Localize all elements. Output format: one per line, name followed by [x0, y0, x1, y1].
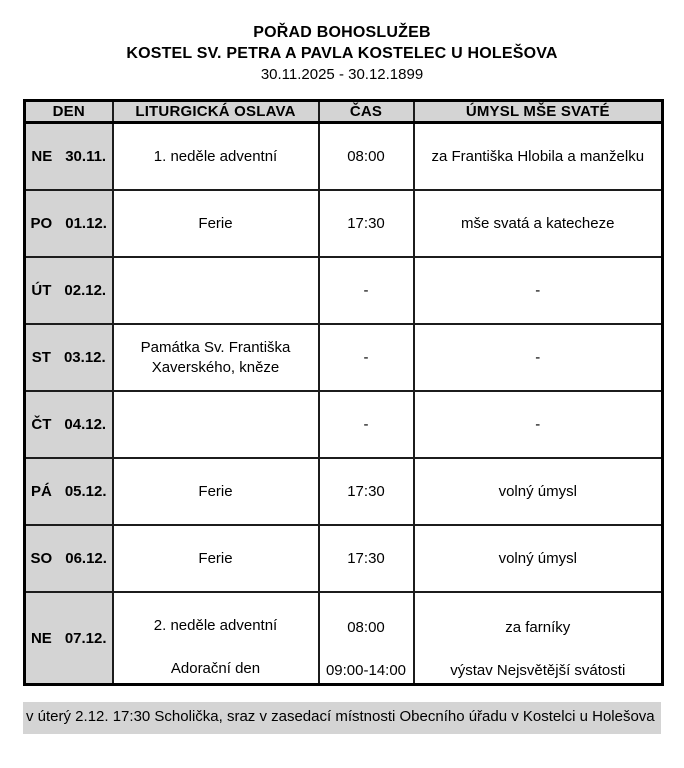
time-cell: -: [319, 324, 414, 391]
schedule-table: [23, 99, 664, 686]
celebration-cell: Ferie: [113, 525, 319, 592]
day-cell: [25, 190, 113, 257]
day-abbr: ÚT: [31, 282, 52, 299]
day-date: 04.12.: [64, 416, 107, 433]
header-day: DEN: [25, 101, 113, 123]
day-cell: [25, 391, 113, 458]
footer-note: v úterý 2.12. 17:30 Scholička, sraz v zasedací místnosti Obecního úřadu v Kostelci u Holešova: [23, 702, 661, 734]
day-abbr: PO: [30, 215, 53, 232]
celebration-cell: [113, 257, 319, 324]
intention-cell: volný úmysl: [414, 458, 663, 525]
day-date: 01.12.: [65, 215, 107, 232]
celebration-cell: Ferie: [113, 458, 319, 525]
time-secondary: 09:00-14:00: [325, 662, 407, 679]
table-row: [25, 257, 663, 324]
intention-cell: -: [414, 391, 663, 458]
table-row: [25, 592, 663, 685]
intention-cell: -: [414, 257, 663, 324]
table-header: [25, 101, 663, 123]
day-cell: [25, 525, 113, 592]
table-row: [25, 525, 663, 592]
time-primary: 08:00: [347, 619, 385, 636]
page-subtitle: KOSTEL SV. PETRA A PAVLA KOSTELEC U HOLEŠOVA: [126, 45, 558, 62]
intention-cell: za Františka Hlobila a manželku: [414, 123, 663, 191]
day-cell: [25, 257, 113, 324]
intention-cell: volný úmysl: [414, 525, 663, 592]
day-date: 02.12.: [64, 282, 107, 299]
day-date: 07.12.: [64, 629, 107, 647]
time-cell: 17:30: [319, 458, 414, 525]
table-row: [25, 123, 663, 191]
time-cell: -: [319, 391, 414, 458]
date-range: 30.11.2025 - 30.12.1899: [260, 66, 424, 83]
celebration-dual: [114, 593, 318, 683]
celebration-cell: [113, 592, 319, 685]
day-date: 05.12.: [64, 483, 107, 500]
day-abbr: ST: [31, 349, 51, 366]
day-date: 06.12.: [65, 550, 107, 567]
celebration-cell: Památka Sv. Františka Xaverského, kněze: [113, 324, 319, 391]
header-intention: ÚMYSL MŠE SVATÉ: [414, 101, 663, 123]
celebration-secondary: Adorační den: [170, 660, 261, 677]
day-abbr: PÁ: [30, 483, 52, 500]
title-block: [23, 22, 661, 85]
intention-primary: za farníky: [505, 619, 571, 636]
intention-dual: [415, 593, 662, 683]
time-cell: -: [319, 257, 414, 324]
day-abbr: ČT: [31, 416, 52, 433]
time-cell: [319, 592, 414, 685]
celebration-cell: [113, 391, 319, 458]
celebration-cell: Ferie: [113, 190, 319, 257]
day-date: 30.11.: [65, 148, 107, 165]
table-row: [25, 391, 663, 458]
header-celebration: LITURGICKÁ OSLAVA: [113, 101, 319, 123]
time-cell: 08:00: [319, 123, 414, 191]
celebration-primary: 2. neděle adventní: [153, 617, 278, 634]
time-cell: 17:30: [319, 190, 414, 257]
table-row: [25, 324, 663, 391]
page-title: POŘAD BOHOSLUŽEB: [253, 24, 431, 41]
header-time: ČAS: [319, 101, 414, 123]
day-date: 03.12.: [63, 349, 106, 366]
header-row: [25, 101, 663, 123]
table-row: [25, 458, 663, 525]
time-cell: 17:30: [319, 525, 414, 592]
table-row: [25, 190, 663, 257]
day-abbr: NE: [30, 629, 52, 647]
intention-cell: mše svatá a katecheze: [414, 190, 663, 257]
celebration-cell: 1. neděle adventní: [113, 123, 319, 191]
day-abbr: NE: [31, 148, 53, 165]
day-cell: [25, 123, 113, 191]
day-cell: [25, 592, 113, 685]
intention-secondary: výstav Nejsvětější svátosti: [450, 662, 626, 679]
day-cell: [25, 458, 113, 525]
intention-cell: -: [414, 324, 663, 391]
time-dual: [320, 593, 413, 683]
intention-cell: [414, 592, 663, 685]
day-abbr: SO: [30, 550, 53, 567]
day-cell: [25, 324, 113, 391]
